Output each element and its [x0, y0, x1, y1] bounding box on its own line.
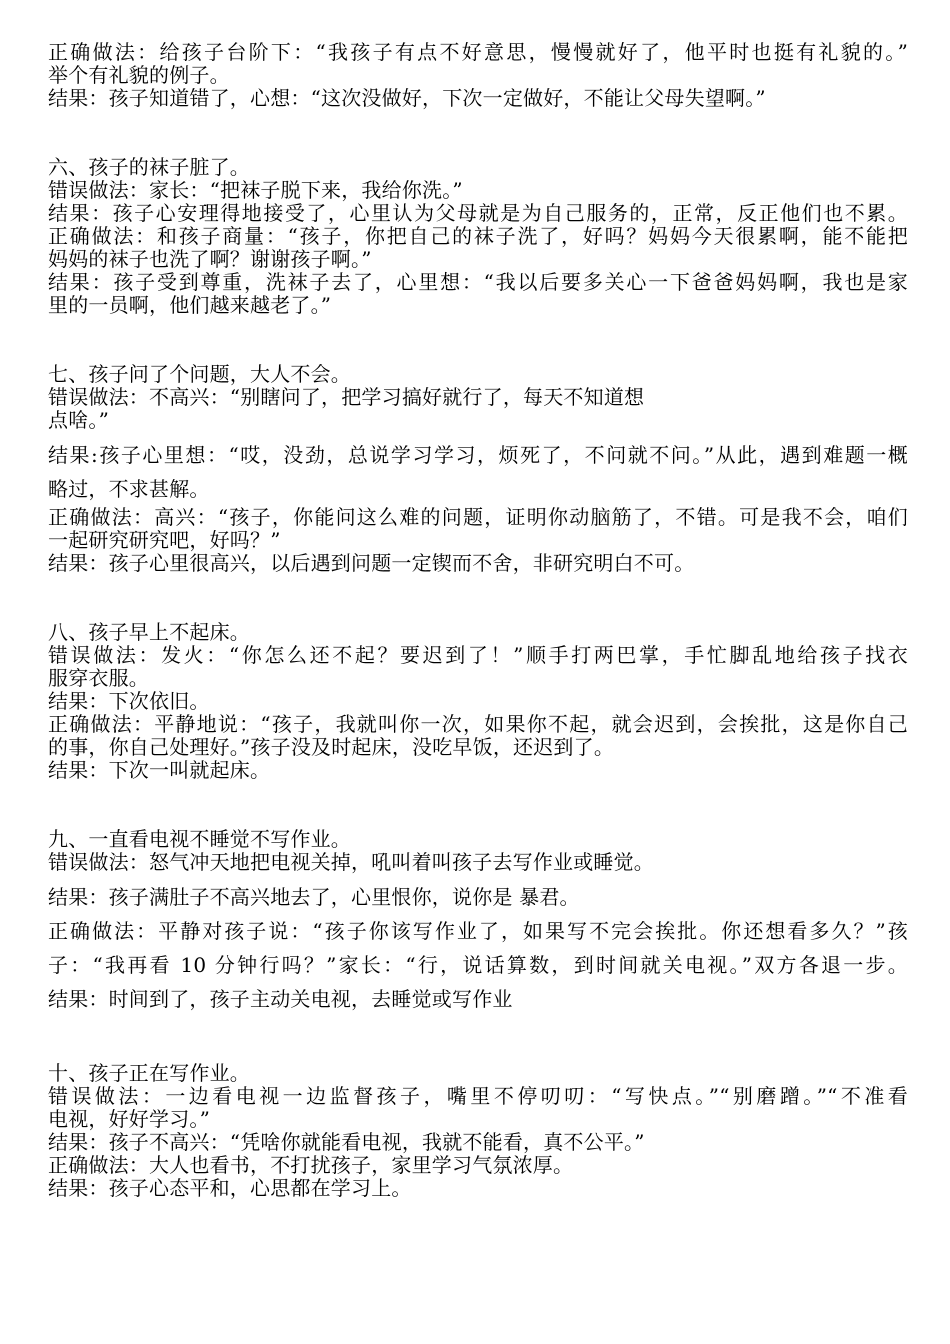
section-heading: 十、孩子正在写作业。: [48, 1061, 250, 1085]
section-7: [48, 363, 908, 575]
correct-approach-line: 正确做法：高兴：“孩子，你能问这么难的问题，证明你动脑筋了，不错。可是我不会，咱们: [48, 505, 908, 529]
correct-approach-line: 正确做法：大人也看书，不打扰孩子，家里学习气氛浓厚。: [48, 1153, 574, 1177]
text-line: 举个有礼貌的例子。: [48, 63, 230, 87]
result-line: 结果：下次依旧。: [48, 689, 210, 713]
correct-approach-line: 正确做法：给孩子台阶下：“我孩子有点不好意思，慢慢就好了，他平时也挺有礼貌的。”: [48, 40, 908, 64]
text-line: 妈妈的袜子也洗了啊？谢谢孩子啊。”: [48, 247, 372, 271]
correct-approach-line: 正确做法：平静对孩子说：“孩子你该写作业了，如果写不完会挨批。你还想看多久？”孩: [48, 919, 908, 943]
result-line: 结果：孩子受到尊重，洗袜子去了，心里想：“我以后要多关心一下爸爸妈妈啊，我也是家: [48, 270, 908, 294]
result-line: 结果：孩子不高兴：“凭啥你就能看电视，我就不能看，真不公平。”: [48, 1130, 645, 1154]
result-line: 结果：孩子心态平和，心思都在学习上。: [48, 1176, 412, 1200]
text-line: 服穿衣服。: [48, 666, 149, 690]
section-heading: 九、一直看电视不睡觉不写作业。: [48, 827, 351, 851]
text-line: 一起研究研究吧，好吗？”: [48, 528, 281, 552]
section-8: [48, 621, 908, 782]
text-line: 的事，你自己处理好。”孩子没及时起床，没吃早饭，还迟到了。: [48, 735, 615, 759]
section-6: [48, 156, 908, 317]
result-line: 结果：孩子心安理得地接受了，心里认为父母就是为自己服务的，正常，反正他们也不累。: [48, 201, 908, 225]
text-line: 点啥。”: [48, 408, 110, 432]
wrong-approach-line: 错误做法：发火：“你怎么还不起？要迟到了！”顺手打两巴掌，手忙脚乱地给孩子找衣: [48, 643, 908, 667]
wrong-approach-line: 错误做法：不高兴：“别瞎问了，把学习搞好就行了，每天不知道想: [48, 385, 645, 409]
correct-approach-line: 正确做法：平静地说：“孩子，我就叫你一次，如果你不起，就会迟到，会挨批，这是你自己: [48, 712, 908, 736]
section-heading: 七、孩子问了个问题，大人不会。: [48, 362, 351, 386]
result-line: 结果：孩子知道错了，心想：“这次没做好，下次一定做好，不能让父母失望啊。”: [48, 86, 766, 110]
correct-approach-line: 正确做法：和孩子商量：“孩子，你把自己的袜子洗了，好吗？妈妈今天很累啊，能不能把: [48, 224, 908, 248]
text-line: 略过，不求甚解。: [48, 477, 210, 501]
document-page: [48, 41, 908, 1200]
text-line: 里的一员啊，他们越来越老了。”: [48, 293, 332, 317]
result-line: 结果：孩子满肚子不高兴地去了，心里恨你，说你是 暴君。: [48, 885, 580, 909]
result-line: 结果：孩子心里很高兴，以后遇到问题一定锲而不舍，非研究明白不可。: [48, 551, 695, 575]
text-line: 电视，好好学习。”: [48, 1107, 211, 1131]
section-heading: 六、孩子的袜子脏了。: [48, 155, 250, 179]
result-line: 结果：下次一叫就起床。: [48, 758, 271, 782]
section-5-continued: [48, 41, 908, 110]
wrong-approach-line: 错误做法：怒气冲天地把电视关掉，吼叫着叫孩子去写作业或睡觉。: [48, 850, 654, 874]
section-10: [48, 1062, 908, 1200]
wrong-approach-line: 错误做法：家长：“把袜子脱下来，我给你洗。”: [48, 178, 463, 202]
section-heading: 八、孩子早上不起床。: [48, 620, 250, 644]
result-line: 结果:孩子心里想：“哎，没劲，总说学习学习，烦死了，不问就不问。”从此，遇到难题一概: [48, 443, 908, 467]
result-line: 结果：时间到了，孩子主动关电视，去睡觉或写作业: [48, 987, 513, 1011]
text-line: 子：“我再看 10 分钟行吗？”家长：“行，说话算数，到时间就关电视。”双方各退一步。: [48, 953, 908, 977]
wrong-approach-line: 错误做法：一边看电视一边监督孩子，嘴里不停叨叨：“写快点。”“别磨蹭。”“不准看: [48, 1084, 908, 1108]
section-9: [48, 828, 908, 1016]
